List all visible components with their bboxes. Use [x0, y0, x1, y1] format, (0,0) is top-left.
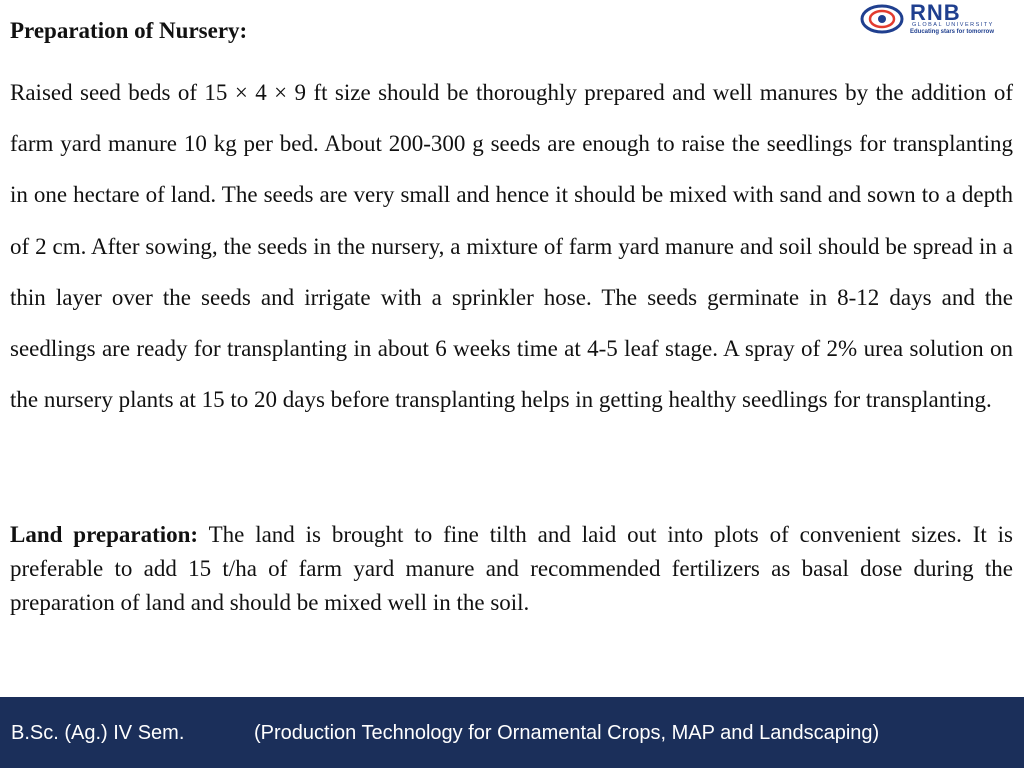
university-logo [858, 2, 1018, 38]
logo-tagline: Educating stars for tomorrow [910, 29, 995, 35]
nursery-paragraph: Raised seed beds of 15 × 4 × 9 ft size should be thoroughly prepared and well manures by the addition of farm yard manure 10 kg per bed. About 200-300 g seeds are enough to raise the seedlings for transplanting in one hectare of land. The seeds are very small and hence it should be mixed with sand and sown to a depth of 2 cm. After sowing, the seeds in the nursery, a mixture of farm yard manure and soil should be spread in a thin layer over the seeds and irrigate with a sprinkler hose. The seeds germinate in 8-12 days and the seedlings are ready for transplanting in about 6 weeks time at 4-5 leaf stage. A spray of 2% urea solution on the nursery plants at 15 to 20 days before transplanting helps in getting healthy seedlings for transplanting. [10, 80, 1013, 413]
footer-subject: (Production Technology for Ornamental Crops, MAP and Landscaping) [254, 722, 880, 744]
logo-subtitle: GLOBAL UNIVERSITY [912, 22, 994, 28]
logo-emblem-icon [858, 2, 906, 36]
land-heading: Land preparation: [10, 522, 199, 547]
nursery-heading: Preparation of Nursery: [10, 18, 248, 43]
footer-bar [0, 697, 1024, 768]
footer-course: B.Sc. (Ag.) IV Sem. [11, 722, 185, 744]
logo-brand: RNB [910, 0, 961, 25]
land-paragraph [10, 518, 1013, 620]
land-body: The land is brought to fine tilth and laid out into plots of convenient sizes. It is preferable to add 15 t/ha of farm yard manure and recommended fertilizers as basal dose during the preparation of land and should be mixed well in the soil. [10, 522, 1014, 615]
